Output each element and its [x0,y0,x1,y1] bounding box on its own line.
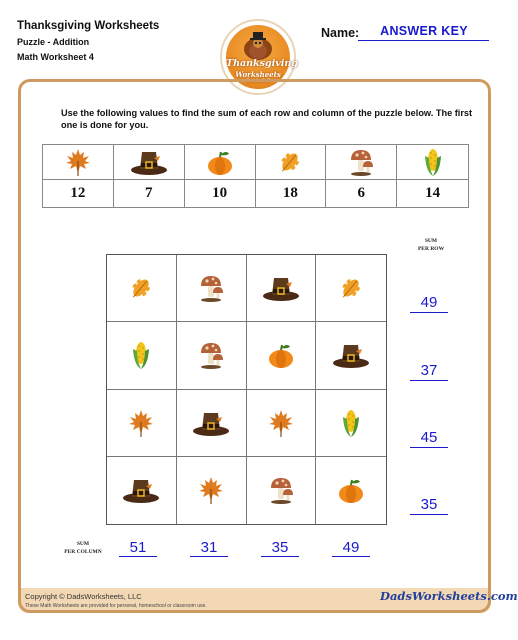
value-key-table [42,144,469,208]
maple-leaf-icon [43,145,113,179]
maple-leaf-icon [177,457,246,524]
worksheet-subtitle: Puzzle - Addition [17,37,90,47]
key-icon-cell [43,145,114,180]
key-value: 6 [357,185,365,201]
oak-leaf-icon [256,145,326,179]
mushroom-icon [177,255,246,321]
pilgrim-hat-icon [177,390,246,456]
name-label: Name: [321,26,360,40]
answer-key-field: ANSWER KEY [380,24,468,38]
pilgrim-hat-icon [247,255,316,321]
pilgrim-hat-icon [114,145,184,179]
puzzle-cell [107,457,177,524]
column-sum-underline [119,556,157,557]
column-sum-answer: 51 [129,539,147,556]
puzzle-cell [247,390,317,457]
sum-per-column-label [58,540,108,556]
mushroom-icon [177,322,246,388]
mushroom-icon [326,145,396,179]
puzzle-cell [247,457,317,524]
puzzle-cell [316,390,386,457]
row-sum-underline [410,447,448,448]
column-sum-answer: 31 [200,539,218,556]
worksheet-number: Math Worksheet 4 [17,52,94,62]
key-icon-cell [326,145,397,180]
column-sum-answer: 35 [271,539,289,556]
pumpkin-icon [247,322,316,388]
column-sum-underline [332,556,370,557]
puzzle-cell [316,255,386,322]
key-value: 12 [70,185,86,201]
dadsworksheets-logo: DadsWorksheets.com [380,589,518,603]
row-sum-answer: 45 [420,429,438,446]
instructions: Use the following values to find the sum of each row and column of the puzzle below. The first one is done for you. [61,108,473,130]
mushroom-icon [247,457,316,524]
puzzle-cell [316,322,386,389]
pumpkin-icon [316,457,386,524]
key-value-cell [43,180,114,207]
row-sum-underline [410,380,448,381]
key-value-cell [114,180,185,207]
puzzle-cell [107,322,177,389]
row-sum-underline [410,312,448,313]
row-sum-underline [410,514,448,515]
key-value-cell [256,180,327,207]
puzzle-cell [177,390,247,457]
corn-icon [316,390,386,456]
column-sum-underline [190,556,228,557]
maple-leaf-icon [247,390,316,456]
puzzle-cell [177,255,247,322]
pumpkin-icon [185,145,255,179]
column-sum-underline [261,556,299,557]
pilgrim-hat-icon [107,457,176,524]
key-icon-cell [114,145,185,180]
logo-text-3: Grade 1-5 [245,79,271,84]
key-icon-cell [256,145,327,180]
row-sum-answer: 35 [420,496,438,513]
puzzle-cell [247,255,317,322]
key-value: 18 [282,185,298,201]
sum-per-row-label-line1: SUM [424,238,438,244]
key-value: 10 [212,185,228,201]
key-value: 14 [425,185,441,201]
sum-per-column-label-line2: PER COLUMN [64,549,102,555]
puzzle-cell [107,255,177,322]
corn-icon [107,322,176,388]
key-icon-cell [185,145,256,180]
row-sum-answer: 49 [420,294,438,311]
row-sum-answer: 37 [420,362,438,379]
logo-text-1: Thanksgiving [226,58,298,69]
key-value-cell [185,180,256,207]
sum-per-row-label [411,237,451,253]
column-sum-answer: 49 [342,539,360,556]
puzzle-cell [107,390,177,457]
key-value-cell [397,180,468,207]
copyright-text: Copyright © DadsWorksheets, LLC [25,592,142,601]
puzzle-cell [177,322,247,389]
key-value-cell [326,180,397,207]
logo-text-2: Worksheets [235,70,281,79]
puzzle-cell [247,322,317,389]
puzzle-cell [177,457,247,524]
puzzle-cell [316,457,386,524]
footer-note: These Math Worksheets are provided for personal, homeschool or classroom use. [25,603,207,609]
key-value: 7 [144,185,153,201]
sum-per-column-label-line1: SUM [76,541,90,547]
maple-leaf-icon [107,390,176,456]
oak-leaf-icon [316,255,386,321]
oak-leaf-icon [107,255,176,321]
puzzle-grid [106,254,387,525]
worksheet-title: Thanksgiving Worksheets [17,20,160,32]
name-underline [358,40,489,41]
sum-per-row-label-line2: PER ROW [417,246,445,252]
key-icon-cell [397,145,468,180]
pilgrim-hat-icon [316,322,386,388]
corn-icon [397,145,468,179]
